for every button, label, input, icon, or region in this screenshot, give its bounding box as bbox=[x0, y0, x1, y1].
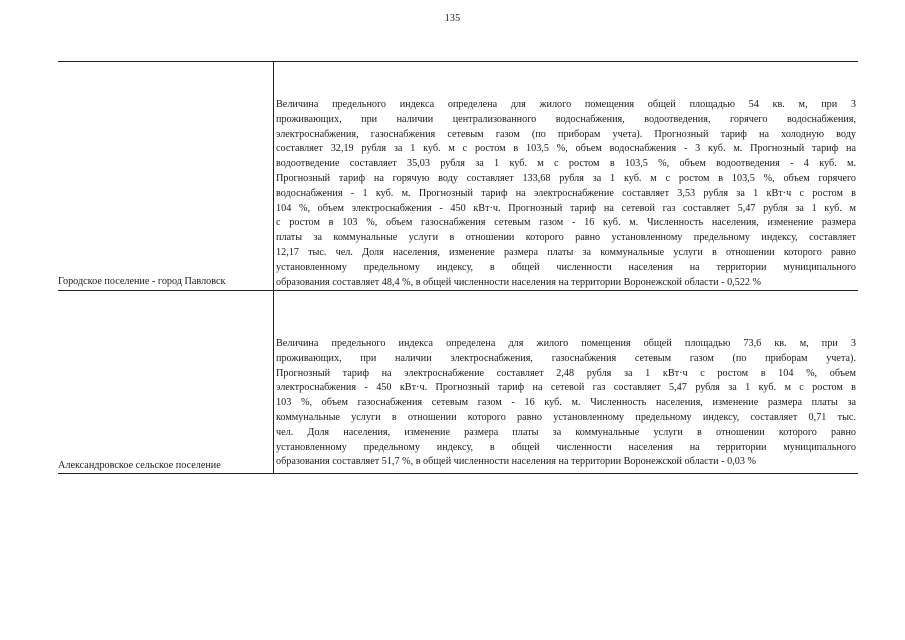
description-line: с ростом в 103 %, объем газоснабжения сетевым газом - 16 куб. м. Численность населения, изменение размера bbox=[276, 217, 856, 229]
description-line: 12,17 тыс. чел. Доля населения, изменение размера платы за коммунальные услуги в отношении которого равно bbox=[276, 246, 856, 258]
row-municipality-label: Александровское сельское поселение bbox=[58, 460, 221, 471]
table-column-divider bbox=[273, 61, 274, 474]
description-line: платы за коммунальные услуги в отношении которого равно установленному предельному индексу, составляет bbox=[276, 232, 856, 244]
description-line: образования составляет 48,4 %, в общей численности населения на территории Воронежской области - 0,522 % bbox=[276, 276, 762, 288]
description-line: 104 %, объем электроснабжения - 450 кВт·ч. Прогнозный тариф на сетевой газ составляет 5,47 рубля за 1 куб. м bbox=[276, 202, 856, 214]
table-bottom-border bbox=[58, 473, 858, 474]
page-number: 135 bbox=[444, 13, 461, 24]
description-line: проживающих, при наличии электроснабжения, газоснабжения сетевым газом (по приборам учета). bbox=[276, 352, 856, 364]
row-municipality-label: Городское поселение - город Павловск bbox=[58, 276, 226, 287]
description-line: электроснабжения, газоснабжения сетевым газом (по приборам учета). Прогнозный тариф на холодную воду bbox=[276, 128, 856, 140]
description-line: Величина предельного индекса определена для жилого помещения общей площадью 73,6 кв. м, при 3 bbox=[276, 338, 856, 349]
description-line: Прогнозный тариф на горячую воду составляет 133,68 рубля за 1 куб. м с ростом в 103,5 %, объем горячего bbox=[276, 172, 856, 184]
description-line: водоотведение составляет 35,03 рубля за 1 куб. м с ростом в 103,5 %, объем водоотведения - 4 куб. м. bbox=[276, 158, 856, 170]
table-top-border bbox=[58, 61, 858, 62]
description-line: образования составляет 51,7 %, в общей численности населения на территории Воронежской области - 0,03 % bbox=[276, 456, 756, 468]
row-description bbox=[276, 337, 856, 470]
description-line: чел. Доля населения, изменение размера платы за коммунальные услуги в отношении которого равно bbox=[276, 426, 856, 438]
description-line: 103 %, объем газоснабжения сетевым газом - 16 куб. м. Численность населения, изменение размера платы за bbox=[276, 397, 856, 409]
description-line: проживающих, при наличии централизованного водоснабжения, водоотведения, горячего водоснабжения, bbox=[276, 113, 856, 125]
row-description bbox=[276, 98, 856, 290]
description-line: коммунальные услуги в отношении которого равно установленному предельному индексу, составляет 0,71 тыс. bbox=[276, 411, 856, 423]
description-line: Величина предельного индекса определена для жилого помещения общей площадью 54 кв. м, при 3 bbox=[276, 99, 856, 110]
description-line: водоснабжения - 1 куб. м. Прогнозный тариф на электроснабжение составляет 3,53 рубля за 1 кВт·ч с ростом в bbox=[276, 187, 856, 199]
description-line: установленному предельному индексу, в общей численности населения на территории муниципального bbox=[276, 261, 856, 273]
description-line: составляет 32,19 рубля за 1 куб. м с ростом в 103,5 %, объем водоснабжения - 3 куб. м. Прогнозный тариф на bbox=[276, 143, 856, 155]
description-line: установленному предельному индексу, в общей численности населения на территории муниципального bbox=[276, 441, 856, 453]
description-line: электроснабжения - 450 кВт·ч. Прогнозный тариф на сетевой газ составляет 5,47 рубля за 1 куб. м с ростом в bbox=[276, 382, 856, 394]
description-line: Прогнозный тариф на электроснабжение составляет 2,48 рубля за 1 кВт·ч с ростом в 104 %, объем bbox=[276, 367, 856, 379]
